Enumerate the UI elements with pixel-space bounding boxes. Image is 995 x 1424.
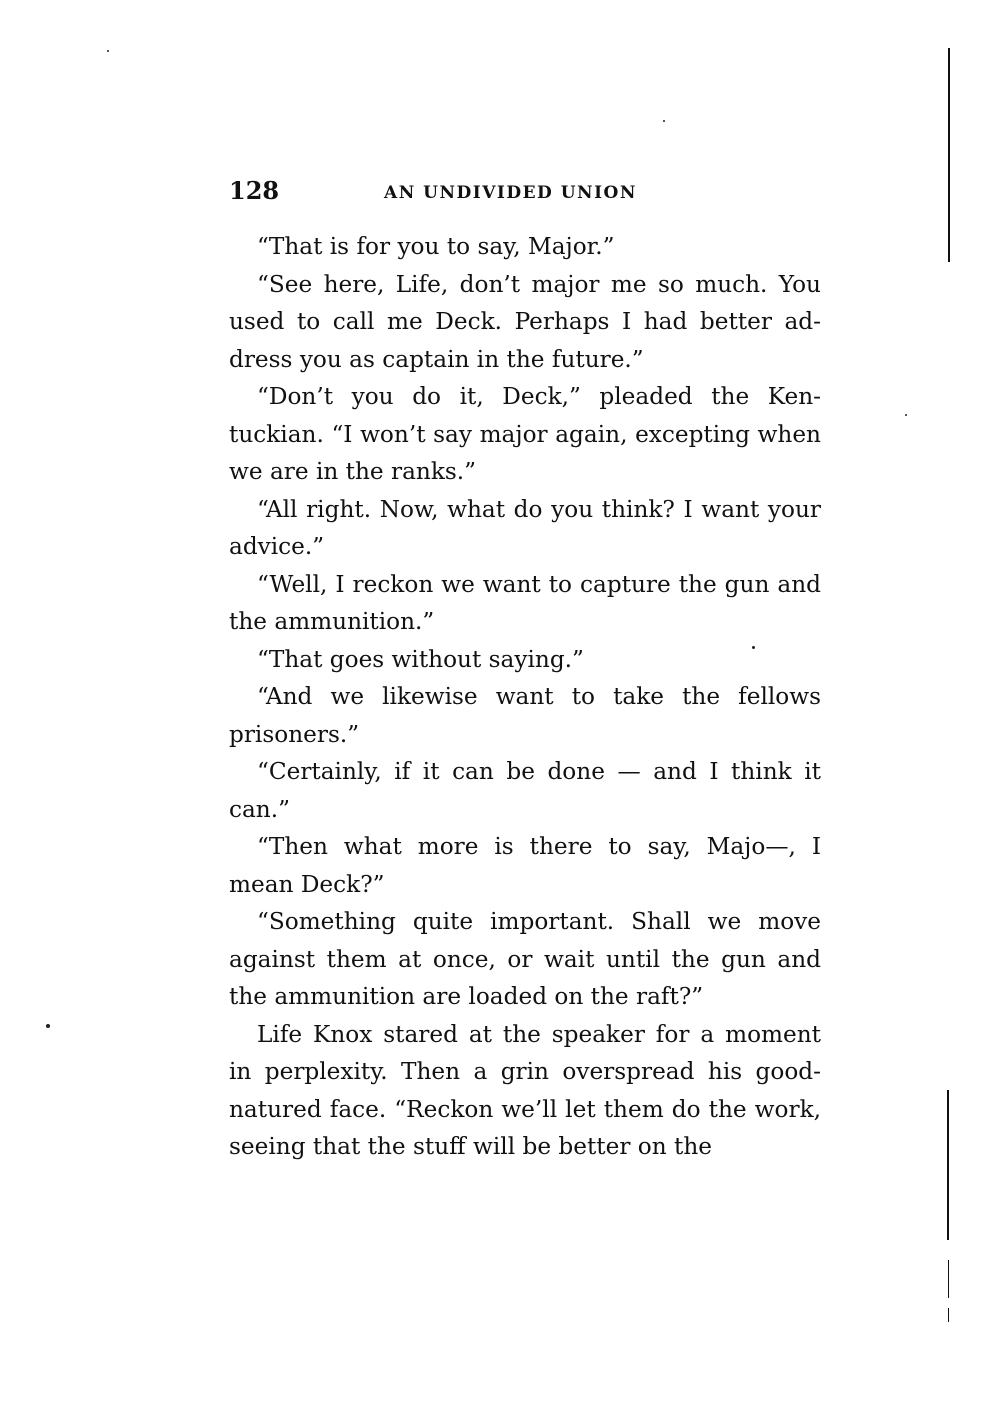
paragraph: “That is for you to say, Major.” xyxy=(257,233,615,260)
paragraph: “That goes without saying.” xyxy=(257,645,584,673)
scan-edge-rule xyxy=(948,1308,949,1322)
paragraph: “Well, I reckon we want to capture the gun and the ammunition.” xyxy=(229,570,821,635)
scan-edge-rule xyxy=(947,1090,949,1240)
scan-speck xyxy=(905,414,907,416)
scan-edge-rule xyxy=(948,48,950,262)
page-header xyxy=(229,176,821,212)
scan-speck xyxy=(663,120,665,122)
paragraph: Life Knox stared at the speaker for a moment in perplexity. Then a grin overspread his goodnatured face. “Reckon we’ll let them do the work, seeing that the stuff will be better on the xyxy=(229,1020,821,1160)
paragraph: “Something quite important. Shall we move against them at once, or wait until the gun and the ammunition are loaded on the raft?” xyxy=(229,908,821,1010)
scan-speck xyxy=(107,50,109,52)
running-title: AN UNDIVIDED UNION xyxy=(384,183,637,203)
paragraph: “Certainly, if it can be done — and I think it can.” xyxy=(229,758,821,823)
body-text xyxy=(229,228,821,1166)
paragraph: “See here, Life, don’t major me so much. You used to call me Deck. Perhaps I had better address you as captain in the future.” xyxy=(229,270,821,373)
scan-edge-rule xyxy=(948,1260,949,1298)
scan-speck xyxy=(752,646,755,649)
paragraph: “All right. Now, what do you think? I want your advice.” xyxy=(229,495,821,560)
paragraph: “Don’t you do it, Deck,” pleaded the Kentuckian. “I won’t say major again, excepting when we are in the ranks.” xyxy=(229,383,821,485)
paragraph: “Then what more is there to say, Majo—, I mean Deck?” xyxy=(229,833,821,898)
scan-speck xyxy=(46,1024,50,1028)
page-number: 128 xyxy=(229,176,280,205)
paragraph: “And we likewise want to take the fellows prisoners.” xyxy=(229,683,821,748)
